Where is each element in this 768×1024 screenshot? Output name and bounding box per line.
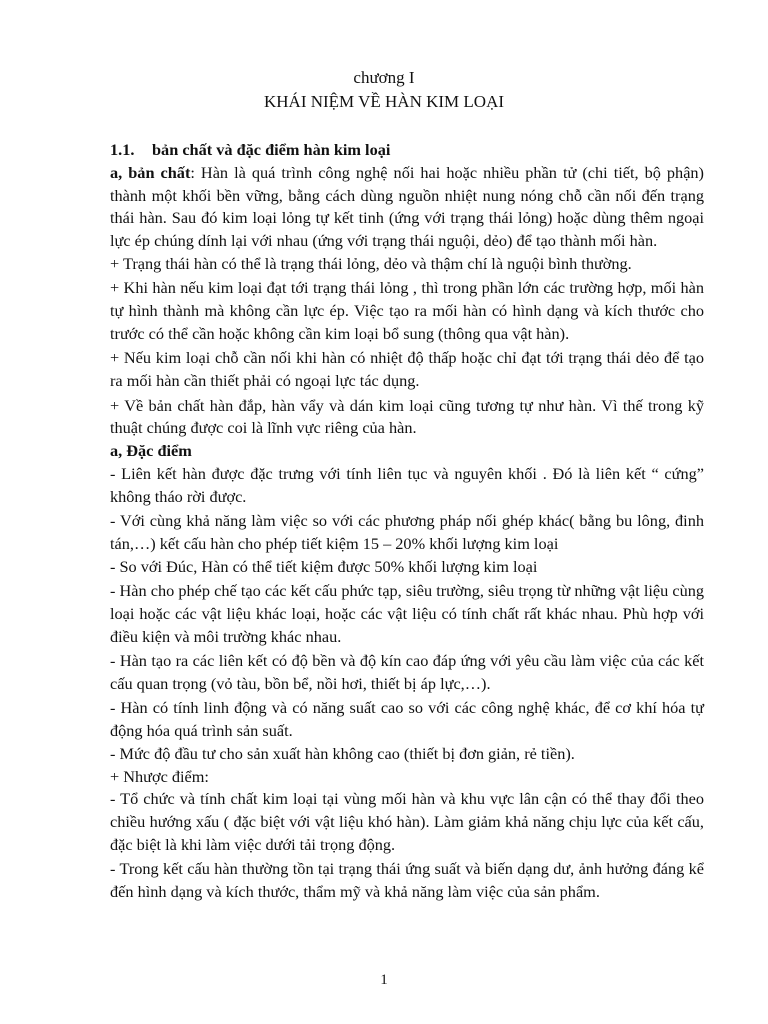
chapter-number: chương I <box>353 68 415 87</box>
paragraph: - So với Đúc, Hàn có thể tiết kiệm được 50% khối lượng kim loại <box>110 556 538 576</box>
paragraph-definition <box>110 162 704 253</box>
paragraph: - Mức độ đầu tư cho sản xuất hàn không cao (thiết bị đơn giản, rẻ tiền). <box>110 743 575 763</box>
page-number: 1 <box>380 972 388 988</box>
subsection-heading: a, Đặc điểm <box>110 441 192 461</box>
definition-text: : Hàn là quá trình công nghệ nối hai hoặc nhiều phần tử (chi tiết, bộ phận) thành một khối bền vững, bằng cách dùng nguồn nhiệt nung nóng chỗ cần nối đến trạng thái hàn. Sau đó kim loại lỏng tự kết tinh (ứng với trạng thái lỏng) hoặc dùng thêm ngoại lực ép chúng dính lại với nhau (ứng với trạng thái nguội, dẻo) để tạo thành mối hàn. <box>110 162 704 251</box>
paragraph: - Hàn tạo ra các liên kết có độ bền và độ kín cao đáp ứng với yêu cầu làm việc của các kết cấu quan trọng (vỏ tàu, bồn bể, nồi hơi, thiết bị áp lực,…). <box>110 651 704 693</box>
paragraph: - Hàn có tính linh động và có năng suất cao so với các công nghệ khác, để cơ khí hóa tự động hóa quá trình sản suất. <box>110 698 704 741</box>
page-content <box>110 139 704 904</box>
chapter-title: KHÁI NIỆM VỀ HÀN KIM LOẠI <box>263 92 505 111</box>
paragraph: - Với cùng khả năng làm việc so với các phương pháp nối ghép khác( bằng bu lông, đinh tán,…) kết cấu hàn cho phép tiết kiệm 15 – 20% khối lượng kim loại <box>110 511 704 553</box>
section-number: 1.1. <box>110 140 135 159</box>
paragraph: + Trạng thái hàn có thể là trạng thái lỏng, dẻo và thậm chí là nguội bình thường. <box>110 253 632 273</box>
paragraph: - Liên kết hàn được đặc trưng với tính liên tục và nguyên khối . Đó là liên kết “ cứng” không tháo rời được. <box>110 463 704 506</box>
paragraph: + Về bản chất hàn đắp, hàn vẩy và dán kim loại cũng tương tự như hàn. Vì thế trong kỹ thuật chúng được coi là lĩnh vực riêng của hàn. <box>110 395 704 438</box>
paragraph: + Nhược điểm: <box>110 766 209 786</box>
paragraph: - Tổ chức và tính chất kim loại tại vùng mối hàn và khu vực lân cận có thể thay đổi theo chiều hướng xấu ( đặc biệt với vật liệu khó hàn). Làm giảm khả năng chịu lực của kết cấu, đặc biệt là khi làm việc dưới tải trọng động. <box>110 789 704 855</box>
paragraph: + Nếu kim loại chỗ cần nối khi hàn có nhiệt độ thấp hoặc chỉ đạt tới trạng thái dẻo để tạo ra mối hàn cần thiết phải có ngoại lực tác dụng. <box>110 348 704 391</box>
paragraph: - Hàn cho phép chế tạo các kết cấu phức tạp, siêu trường, siêu trọng từ những vật liệu cùng loại hoặc các vật liệu khác loại, hoặc các vật liệu có tính chất rất khác nhau. Phù hợp với điều kiện và môi trường khác nhau. <box>110 581 704 646</box>
section-title: bản chất và đặc điểm hàn kim loại <box>152 140 391 159</box>
paragraph: + Khi hàn nếu kim loại đạt tới trạng thái lỏng , thì trong phần lớn các trường hợp, mối hàn tự hình thành mà không cần lực ép. Việc tạo ra mối hàn có hình dạng và kích thước cho trước có thể cần hoặc không cần kim loại bổ sung (thông qua vật hàn). <box>110 278 704 343</box>
section-heading <box>110 139 704 162</box>
paragraph: - Trong kết cấu hàn thường tồn tại trạng thái ứng suất và biến dạng dư, ảnh hưởng đáng kể đến hình dạng và kích thước, thẩm mỹ và khả năng làm việc của sản phẩm. <box>110 859 704 902</box>
definition-label: a, bản chất <box>110 162 191 182</box>
